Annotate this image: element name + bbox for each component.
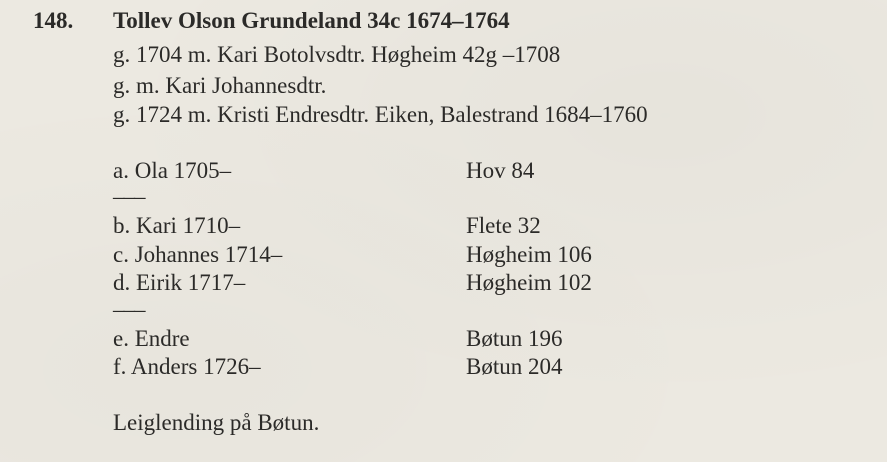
- child-d-name: d. Eirik 1717–: [113, 270, 246, 295]
- marriage-line-2: g. m. Kari Johannesdtr.: [113, 73, 327, 98]
- child-a-name: a. Ola 1705–: [113, 158, 232, 183]
- entry-heading: [33, 8, 510, 34]
- child-f-farm: Bøtun 204: [466, 354, 563, 379]
- entry-title: Tollev Olson Grundeland 34c 1674–1764: [113, 8, 510, 33]
- child-f-name: f. Anders 1726–: [113, 354, 261, 379]
- child-e-farm: Bøtun 196: [466, 326, 563, 351]
- marriage-line-1: g. 1704 m. Kari Botolvsdtr. Høgheim 42g –1708: [113, 42, 561, 67]
- entry-number: 148.: [33, 8, 74, 33]
- child-a-farm: Hov 84: [466, 158, 535, 183]
- separator-2: –––: [113, 297, 145, 322]
- child-b-farm: Flete 32: [466, 213, 541, 238]
- child-c-name: c. Johannes 1714–: [113, 242, 283, 267]
- child-c-farm: Høgheim 106: [466, 242, 592, 267]
- marriage-line-3: g. 1724 m. Kristi Endresdtr. Eiken, Balestrand 1684–1760: [113, 102, 648, 127]
- child-d-farm: Høgheim 102: [466, 270, 592, 295]
- child-b-name: b. Kari 1710–: [113, 213, 241, 238]
- child-e-name: e. Endre: [113, 326, 190, 351]
- occupation-note: Leiglending på Bøtun.: [113, 410, 320, 435]
- separator-1: –––: [113, 184, 145, 209]
